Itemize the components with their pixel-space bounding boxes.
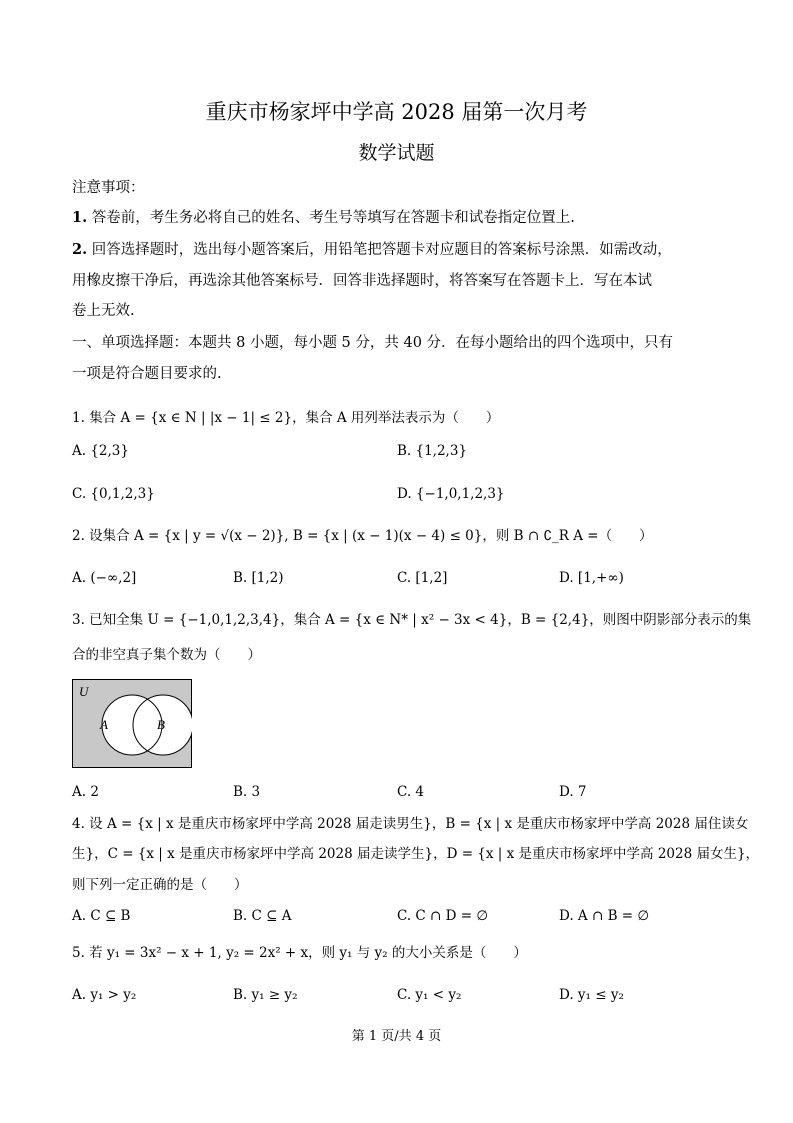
question-4-stem-line3: 则下列一定正确的是（ ） [72, 877, 248, 893]
q4-option-a: A. C ⊆ B [72, 908, 131, 924]
q5-option-d: D. y₁ ≤ y₂ [559, 987, 624, 1003]
notice-heading: 注意事项： [72, 180, 145, 196]
q3-option-d: D. 7 [559, 784, 587, 800]
question-3-stem-line2: 合的非空真子集个数为（ ） [72, 647, 261, 663]
page-footer: 第 1 页/共 4 页 [351, 1029, 442, 1044]
notice-item-1 [72, 208, 575, 228]
notice-item-1-text: 答卷前，考生务必将自己的姓名、考生号等填写在答题卡和试卷指定位置上. [91, 210, 575, 226]
question-1-stem: 1. 集合 A = {x ∈ N | |x − 1| ≤ 2}，集合 A 用列举法表示为（ ） [72, 410, 500, 426]
notice-item-1-num: 1. [72, 209, 88, 226]
q5-option-b: B. y₁ ≥ y₂ [233, 987, 298, 1003]
q3-option-b: B. 3 [233, 784, 261, 800]
q4-option-b: B. C ⊆ A [233, 908, 292, 924]
section-heading-line2: 一项是符合题目要求的. [72, 366, 222, 382]
notice-item-2-line3: 卷上无效. [72, 303, 135, 319]
question-2-stem: 2. 设集合 A = {x | y = √(x − 2)}, B = {x | (x − 1)(x − 4) ≤ 0}，则 B ∩ ∁_R A =（ ） [72, 528, 653, 544]
notice-item-2-num: 2. [72, 241, 88, 258]
q5-option-c: C. y₁ < y₂ [397, 987, 462, 1003]
notice-item-2-text1: 回答选择题时，选出每小题答案后，用铅笔把答题卡对应题目的答案标号涂黑．如需改动， [91, 242, 672, 258]
q1-option-c: C. {0,1,2,3} [72, 486, 155, 502]
q4-option-c: C. C ∩ D = ∅ [397, 908, 489, 924]
venn-label-a: A [100, 717, 108, 732]
exam-title: 重庆市杨家坪中学高 2028 届第一次月考 [205, 100, 588, 124]
q3-option-c: C. 4 [397, 784, 425, 800]
venn-diagram [72, 679, 192, 768]
q2-option-c: C. [1,2] [397, 570, 448, 586]
exam-subtitle: 数学试题 [358, 142, 435, 164]
notice-item-2-line2: 用橡皮擦干净后，再选涂其他答案标号．回答非选择题时，将答案写在答题卡上．写在本试 [72, 273, 652, 289]
q1-option-d: D. {−1,0,1,2,3} [397, 486, 505, 502]
q2-option-b: B. [1,2) [233, 570, 284, 586]
q5-option-a: A. y₁ > y₂ [72, 987, 137, 1003]
section-heading-line1: 一、单项选择题：本题共 8 小题，每小题 5 分，共 40 分．在每小题给出的四个选项中，只有 [72, 335, 674, 351]
question-4-stem-line2: 生}，C = {x | x 是重庆市杨家坪中学高 2028 届走读学生}，D = {x | x 是重庆市杨家坪中学高 2028 届女生}， [72, 846, 760, 862]
q4-option-d: D. A ∩ B = ∅ [559, 908, 650, 924]
notice-item-2-line1 [72, 240, 672, 260]
venn-label-b: B [157, 717, 165, 732]
question-5-stem: 5. 若 y₁ = 3x² − x + 1, y₂ = 2x² + x，则 y₁ 与 y₂ 的大小关系是（ ） [72, 945, 527, 961]
q1-option-b: B. {1,2,3} [397, 443, 468, 459]
q3-option-a: A. 2 [72, 784, 99, 800]
question-3-stem-line1: 3. 已知全集 U = {−1,0,1,2,3,4}，集合 A = {x ∈ N* | x² − 3x < 4}，B = {2,4}，则图中阴影部分表示的集 [72, 612, 752, 628]
venn-label-u: U [79, 684, 89, 699]
q2-option-a: A. (−∞,2] [72, 570, 137, 586]
q2-option-d: D. [1,+∞) [559, 570, 624, 586]
q1-option-a: A. {2,3} [72, 443, 129, 459]
question-4-stem-line1: 4. 设 A = {x | x 是重庆市杨家坪中学高 2028 届走读男生}，B = {x | x 是重庆市杨家坪中学高 2028 届住读女 [72, 816, 749, 832]
